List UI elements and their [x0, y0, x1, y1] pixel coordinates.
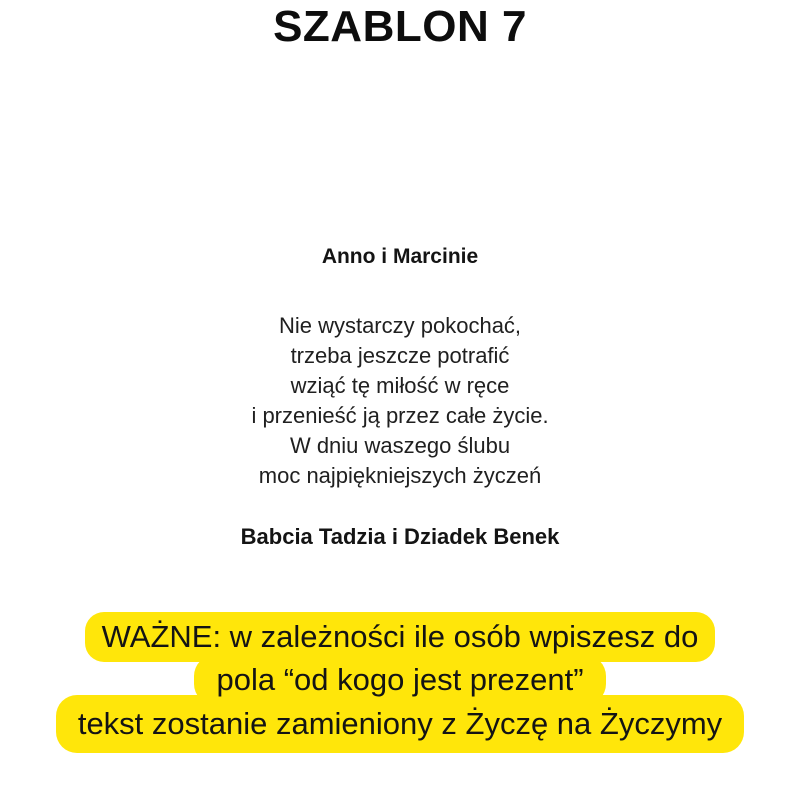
- signature-names: Babcia Tadzia i Dziadek Benek: [240, 524, 560, 549]
- notice-line-highlight: pola “od kogo jest prezent”: [194, 655, 605, 705]
- poem-line: i przenieść ją przez całe życie.: [251, 403, 549, 428]
- poem-line: Nie wystarczy pokochać,: [278, 313, 522, 338]
- recipient-names: Anno i Marcinie: [321, 245, 479, 268]
- poem-line: wziąć tę miłość w ręce: [290, 373, 510, 398]
- poem-line: trzeba jeszcze potrafić: [290, 343, 510, 368]
- important-notice: [0, 612, 800, 753]
- poem-line: moc najpiękniejszych życzeń: [258, 463, 542, 488]
- notice-line-highlight: tekst zostanie zamieniony z Życzę na Życzymy: [56, 695, 744, 753]
- poem-text: [0, 311, 800, 491]
- page-title: SZABLON 7: [273, 2, 527, 51]
- poem-line: W dniu waszego ślubu: [289, 433, 511, 458]
- notice-line-highlight: WAŻNE: w zależności ile osób wpiszesz do: [85, 612, 716, 662]
